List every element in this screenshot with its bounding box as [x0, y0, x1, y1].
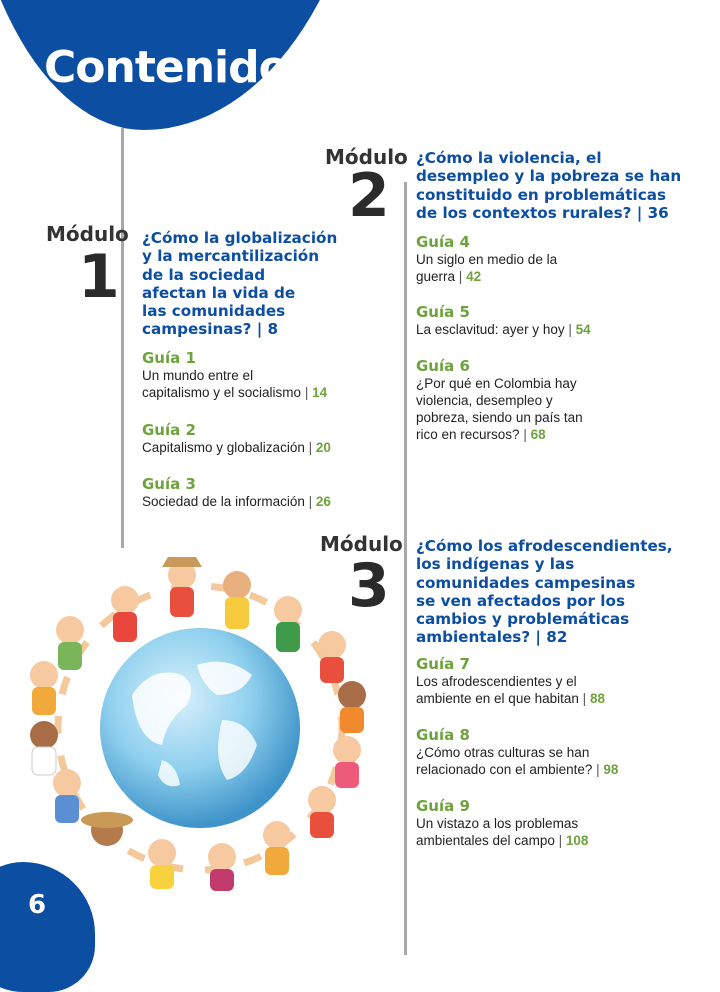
- guide-title: Guía 5: [416, 303, 470, 321]
- module-1-label: Módulo: [46, 222, 129, 246]
- page-reference: 54: [575, 322, 591, 337]
- guide-title: Guía 1: [142, 349, 196, 367]
- page-reference: 20: [315, 440, 331, 455]
- guide-title: Guía 8: [416, 726, 470, 744]
- page-reference: 68: [530, 427, 546, 442]
- module-3-label: Módulo: [320, 532, 403, 556]
- guide-description: Un vistazo a los problemas ambientales del campo | 108: [416, 816, 589, 848]
- guide-3[interactable]: [142, 475, 331, 510]
- guide-description: ¿Por qué en Colombia hay violencia, desempleo y pobreza, siendo un país tan rico en recursos? | 68: [416, 376, 583, 442]
- guide-5[interactable]: [416, 303, 591, 338]
- module-2-question: ¿Cómo la violencia, el desempleo y la pobreza se han constituido en problemáticas de los contextos rurales? | 36: [416, 149, 682, 222]
- module-3-number: 3: [348, 551, 390, 621]
- guide-2[interactable]: [142, 421, 331, 456]
- module-1-number: 1: [78, 242, 120, 312]
- guide-description: Un siglo en medio de la guerra | 42: [416, 252, 558, 284]
- guide-8[interactable]: [416, 726, 618, 778]
- guide-4[interactable]: [416, 233, 557, 285]
- page-reference: 42: [466, 269, 482, 284]
- guide-9[interactable]: [416, 797, 588, 849]
- guide-1[interactable]: [142, 349, 327, 401]
- module-2-label: Módulo: [325, 145, 408, 169]
- guide-title: Guía 3: [142, 475, 196, 493]
- page-reference: 88: [589, 691, 605, 706]
- page-title: Contenido: [44, 42, 288, 93]
- guide-description: La esclavitud: ayer y hoy | 54: [416, 322, 591, 337]
- guide-description: Capitalismo y globalización | 20: [142, 440, 331, 455]
- page-reference: 98: [603, 762, 619, 777]
- guide-description: Sociedad de la información | 26: [142, 494, 331, 509]
- module-2-divider: [404, 182, 407, 955]
- guide-description: Un mundo entre el capitalismo y el socialismo | 14: [142, 368, 328, 400]
- page-reference: 26: [315, 494, 331, 509]
- module-1-divider: [121, 128, 124, 548]
- page-number: 6: [28, 890, 47, 920]
- guide-description: Los afrodescendientes y el ambiente en el que habitan | 88: [416, 674, 605, 706]
- guide-7[interactable]: [416, 655, 605, 707]
- guide-title: Guía 9: [416, 797, 470, 815]
- guide-title: Guía 7: [416, 655, 470, 673]
- module-2-number: 2: [348, 161, 390, 231]
- page-reference: 14: [312, 385, 328, 400]
- page-reference: 108: [565, 833, 589, 848]
- module-1-question: ¿Cómo la globalización y la mercantilización de la sociedad afectan la vida de las comunidades campesinas? | 8: [142, 229, 338, 339]
- children-around-globe-icon: [22, 545, 382, 895]
- guide-title: Guía 2: [142, 421, 196, 439]
- guide-title: Guía 4: [416, 233, 470, 251]
- guide-description: ¿Cómo otras culturas se han relacionado con el ambiente? | 98: [416, 745, 619, 777]
- module-3-question: ¿Cómo los afrodescendientes, los indígenas y las comunidades campesinas se ven afectados por los cambios y problemáticas ambientales? | 82: [416, 537, 673, 647]
- guide-6[interactable]: [416, 357, 583, 443]
- guide-title: Guía 6: [416, 357, 470, 375]
